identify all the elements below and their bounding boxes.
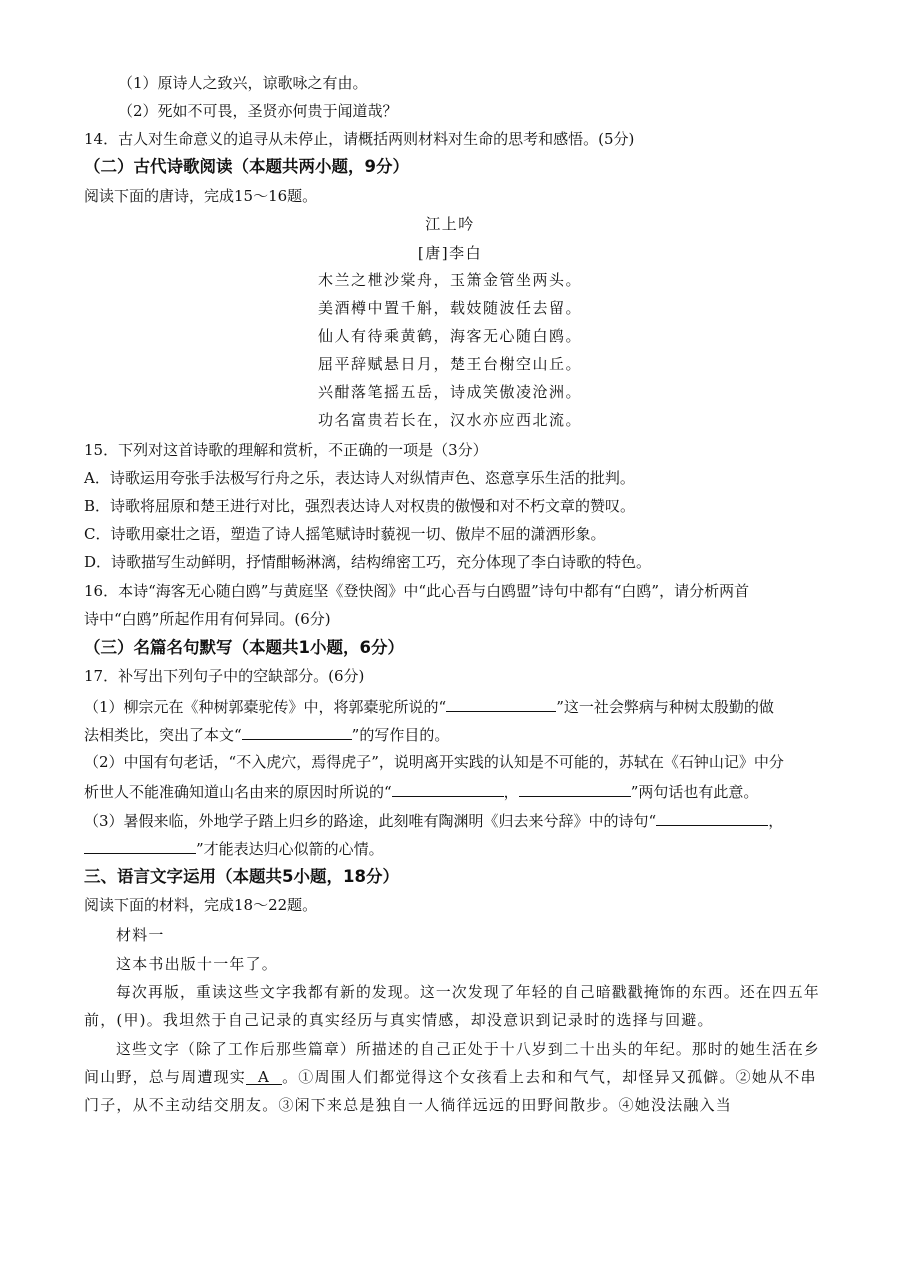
q17-text: ，	[503, 783, 519, 801]
q17-item-3-line-2	[84, 837, 384, 859]
q17-text: ，	[768, 812, 784, 830]
q17-stem: 17．补写出下列句子中的空缺部分。(6分)	[84, 667, 365, 685]
q17-text: 法相类比，突出了本文“	[84, 726, 242, 744]
section-3-heading: （三）名篇名句默写（本题共1小题，6分）	[84, 638, 404, 657]
material-paragraph: 这些文字（除了工作后那些篇章）所描述的自己正处于十八岁到二十出头的年纪。那时的她生活在乡	[116, 1040, 820, 1058]
poem-title: 江上吟	[425, 215, 475, 233]
material-1-label: 材料一	[116, 926, 165, 944]
poem-line: 美酒樽中置千斛，载妓随波任去留。	[317, 299, 582, 317]
answer-blank[interactable]	[446, 695, 556, 712]
q16-stem-line-2: 诗中“白鸥”所起作用有何异同。(6分)	[84, 610, 331, 628]
poem-line: 仙人有待乘黄鹤，海客无心随白鸥。	[317, 327, 582, 345]
poem-line: 木兰之枻沙棠舟，玉箫金管坐两头。	[317, 271, 582, 289]
q17-text: ”两句话也有此意。	[630, 783, 759, 801]
q17-text: ”的写作目的。	[351, 726, 450, 744]
poem-author: [唐]李白	[417, 244, 483, 262]
q17-text: （3）暑假来临，外地学子踏上归乡的路途，此刻唯有陶渊明《归去来兮辞》中的诗句“	[84, 812, 657, 830]
q15-stem: 15．下列对这首诗歌的理解和赏析，不正确的一项是（3分）	[84, 441, 488, 459]
material-text: 间山野，总与周遭现实	[84, 1068, 247, 1086]
q17-item-3-line-1	[84, 809, 783, 831]
q15-option-c: C．诗歌用豪壮之语，塑造了诗人摇笔赋诗时藐视一切、傲岸不屈的潇洒形象。	[84, 525, 606, 543]
q17-item-2-line-2	[84, 780, 758, 802]
q16-stem-line-1: 16．本诗“海客无心随白鸥”与黄庭坚《登快阁》中“此心吾与白鸥盟”诗句中都有“白鸥”，请分析两首	[84, 582, 750, 600]
section-2-instruction: 阅读下面的唐诗，完成15～16题。	[84, 187, 318, 205]
q17-text: ”才能表达归心似箭的心情。	[196, 840, 384, 858]
part-3-heading: 三、语言文字运用（本题共5小题，18分）	[84, 867, 399, 886]
part-3-instruction: 阅读下面的材料，完成18～22题。	[84, 896, 318, 914]
material-paragraph	[84, 1067, 817, 1087]
answer-blank[interactable]	[656, 809, 768, 826]
answer-blank-a[interactable]: A	[246, 1067, 282, 1085]
poem-line: 兴酣落笔摇五岳，诗成笑傲凌沧洲。	[317, 383, 582, 401]
material-paragraph: 每次再版，重读这些文字我都有新的发现。这一次发现了年轻的自己暗戳戳掩饰的东西。还在四五年	[116, 983, 820, 1001]
q17-item-2-line-1: （2）中国有句老话，“不入虎穴，焉得虎子”，说明离开实践的认知是不可能的，苏轼在《石钟山记》中分	[84, 753, 784, 771]
q17-text: ”这一社会弊病与种树太殷勤的做	[556, 698, 774, 716]
section-2-heading: （二）古代诗歌阅读（本题共两小题，9分）	[84, 157, 409, 176]
q13-sentence-1: （1）原诗人之致兴，谅歌咏之有由。	[118, 74, 368, 92]
answer-blank[interactable]	[84, 837, 196, 854]
q17-item-1-line-1	[84, 695, 774, 717]
q17-text: （1）柳宗元在《种树郭橐驼传》中，将郭橐驼所说的“	[84, 698, 447, 716]
material-paragraph: 门子，从不主动结交朋友。③闲下来总是独自一人徜徉远远的田野间散步。④她没法融入当	[84, 1096, 733, 1114]
answer-blank[interactable]	[392, 780, 504, 797]
q15-option-b: B．诗歌将屈原和楚王进行对比，强烈表达诗人对权贵的傲慢和对不朽文章的赞叹。	[84, 497, 636, 515]
q15-option-a: A．诗歌运用夸张手法极写行舟之乐，表达诗人对纵情声色、恣意享乐生活的批判。	[84, 469, 635, 487]
q17-text: 析世人不能准确知道山名由来的原因时所说的“	[84, 783, 392, 801]
q17-item-1-line-2	[84, 723, 449, 745]
q13-sentence-2: （2）死如不可畏，圣贤亦何贵于闻道哉？	[118, 102, 398, 120]
q15-option-d: D．诗歌描写生动鲜明，抒情酣畅淋漓，结构绵密工巧，充分体现了李白诗歌的特色。	[84, 553, 652, 571]
material-paragraph: 这本书出版十一年了。	[116, 955, 279, 973]
poem-line: 屈平辞赋悬日月，楚王台榭空山丘。	[317, 355, 582, 373]
material-text: 。①周围人们都觉得这个女孩看上去和和气气，却怪异又孤僻。②她从不串	[282, 1068, 817, 1086]
answer-blank[interactable]	[519, 780, 631, 797]
q14-stem: 14．古人对生命意义的追寻从未停止，请概括两则材料对生命的思考和感悟。(5分)	[84, 130, 635, 148]
answer-blank[interactable]	[242, 723, 352, 740]
material-paragraph: 前，(甲)。我坦然于自己记录的真实经历与真实情感，却没意识到记录时的选择与回避。	[84, 1011, 714, 1029]
poem-line: 功名富贵若长在，汉水亦应西北流。	[317, 411, 582, 429]
